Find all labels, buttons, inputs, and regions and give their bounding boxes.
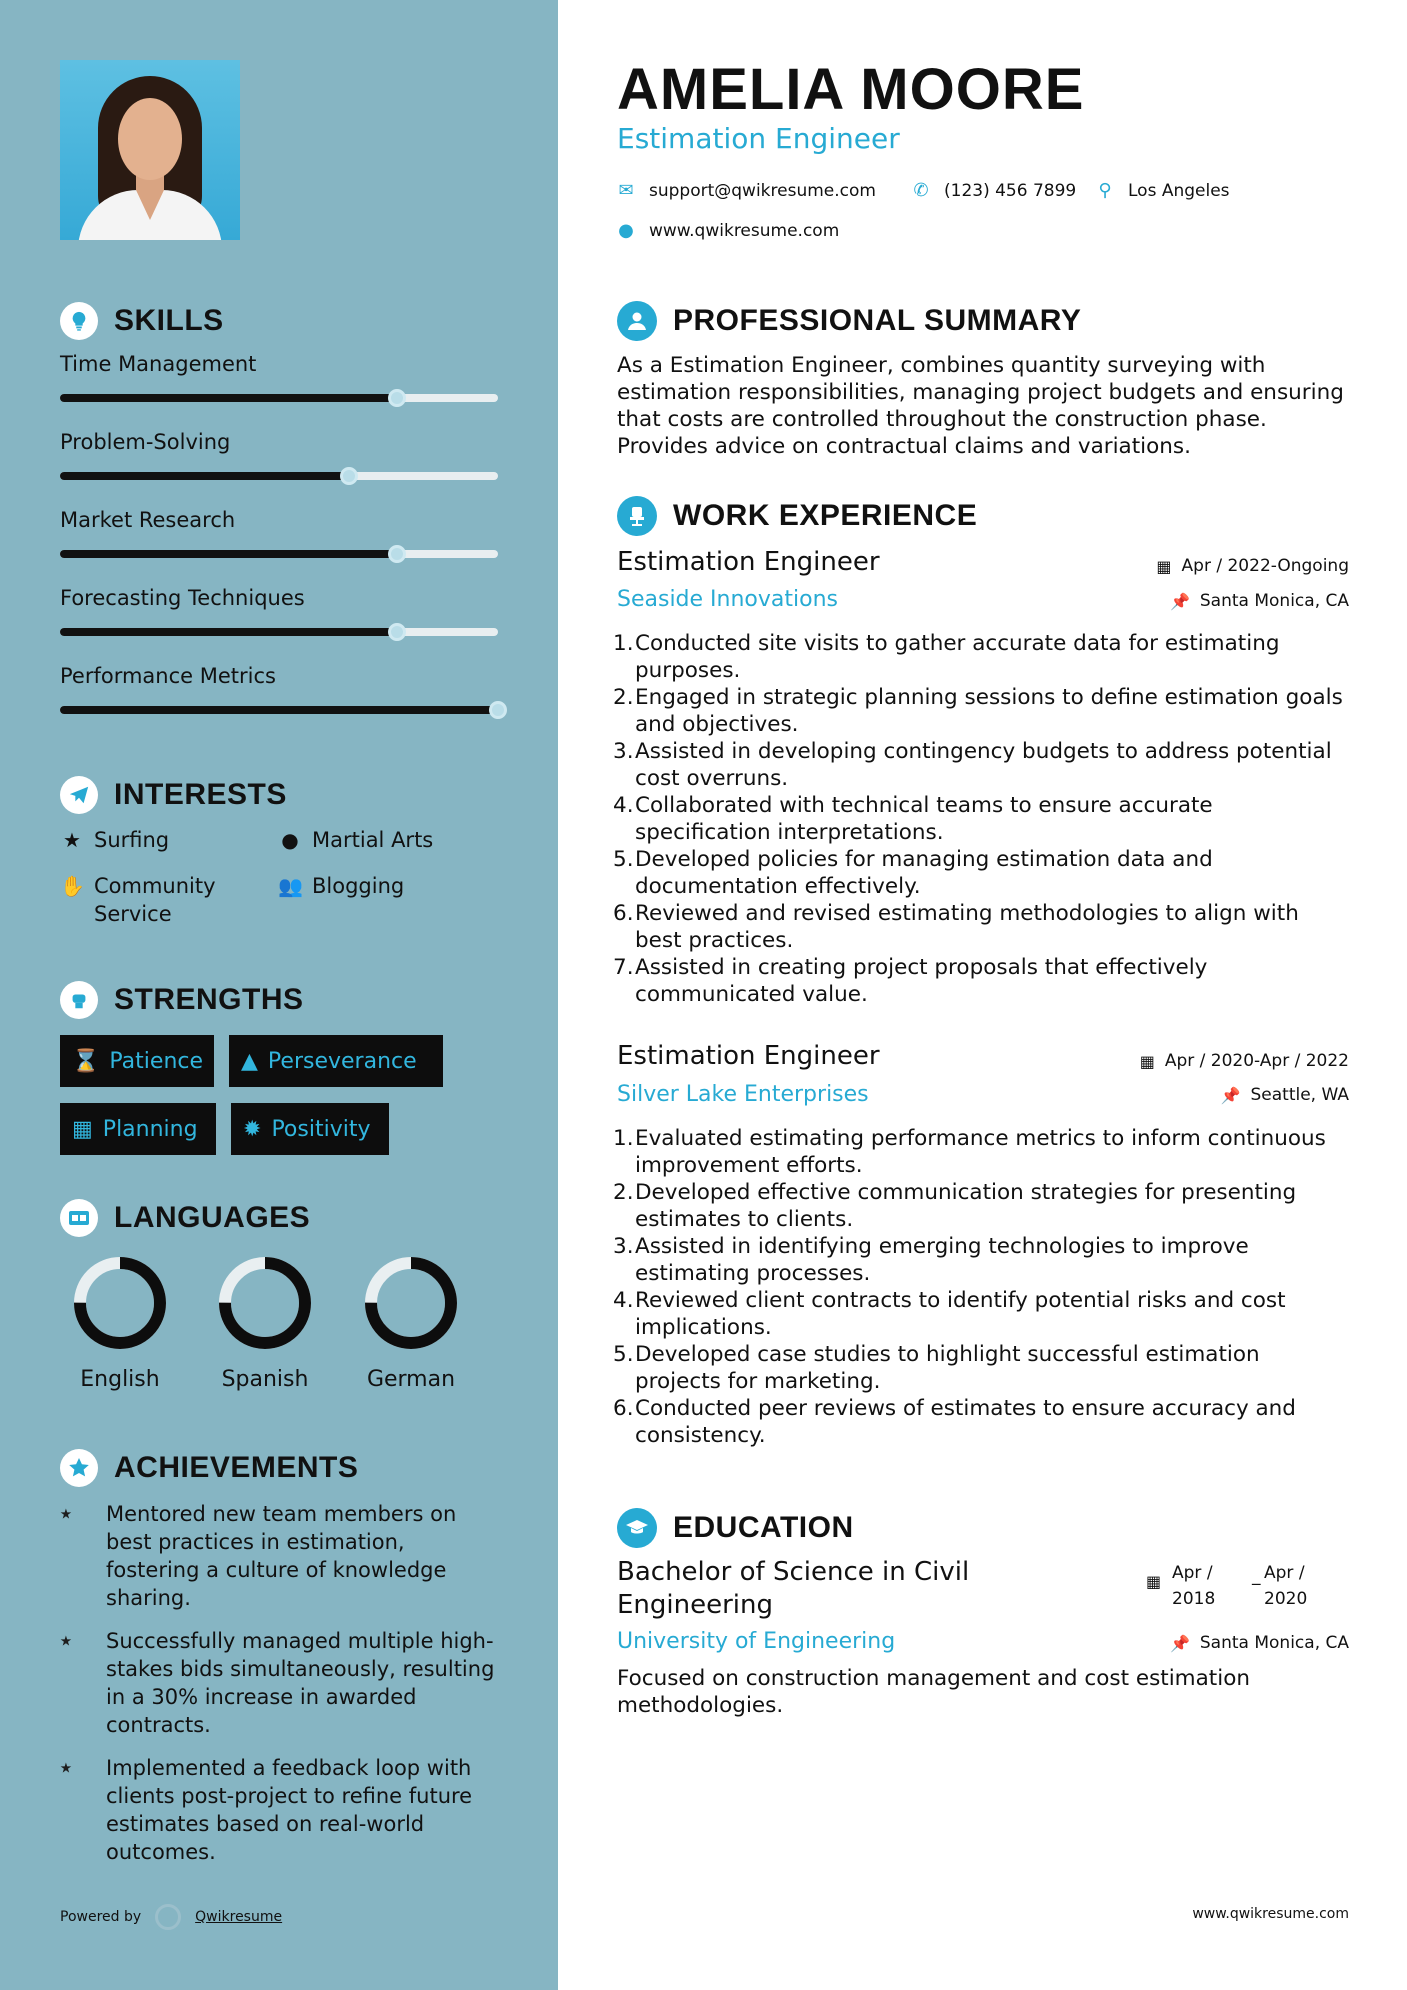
candidate-role: Estimation Engineer [617, 122, 900, 155]
trophy-star-icon: ⭑ [60, 1501, 72, 1526]
job-title: Estimation Engineer [617, 547, 880, 577]
job-location [1170, 591, 1349, 611]
summary-title: PROFESSIONAL SUMMARY [673, 304, 1082, 337]
interest-label: Surfing [94, 828, 170, 852]
summary-text: As a Estimation Engineer, combines quantity surveying with estimation responsibilities, managing project budgets and ensuring that costs are controlled throughout the construction phase. Provides advice on contractual claims and variations. [617, 353, 1344, 459]
company-name: Silver Lake Enterprises [617, 1082, 869, 1107]
job-dates-text: Apr / 2020-Apr / 2022 [1164, 1051, 1349, 1071]
edu-start: Apr / 2018 [1172, 1563, 1216, 1609]
interest-label: Blogging [312, 874, 405, 898]
footer-url[interactable]: www.qwikresume.com [1192, 1906, 1349, 1922]
website-text: www.qwikresume.com [649, 220, 840, 241]
achievement-text: Successfully managed multiple high-stakes bids simultaneously, resulting in a 30% increase in awarded contracts. [106, 1629, 495, 1737]
skill-bar-knob [340, 467, 358, 485]
duty-item: Conducted peer reviews of estimates to ensure accuracy and consistency. [635, 1396, 1296, 1448]
skills-heading [60, 302, 224, 340]
skill-item [60, 586, 500, 610]
skill-label: Forecasting Techniques [60, 586, 305, 610]
skill-bar-knob [388, 623, 406, 641]
globe-icon: ● [281, 828, 299, 852]
language-label: Spanish [221, 1367, 309, 1392]
qwikresume-logo-icon [155, 1904, 181, 1930]
duty-item: Conducted site visits to gather accurate data for estimating purposes. [635, 631, 1280, 683]
strengths-title: STRENGTHS [114, 983, 304, 1016]
language-card-icon [60, 1199, 98, 1237]
skill-label: Performance Metrics [60, 664, 276, 688]
strength-label: Patience [109, 1048, 204, 1074]
interest-item [278, 826, 433, 854]
contact-phone[interactable] [912, 180, 1076, 201]
duty-item: Engaged in strategic planning sessions to define estimation goals and objectives. [635, 685, 1343, 737]
sidebar [0, 0, 558, 1990]
edu-dash: _ [1252, 1566, 1261, 1586]
skill-bar [60, 628, 498, 636]
email-text: support@qwikresume.com [649, 180, 876, 201]
trophy-star-icon: ⭑ [60, 1755, 72, 1780]
duty-item: Evaluated estimating performance metrics to inform continuous improvement efforts. [635, 1126, 1326, 1178]
interest-item [60, 872, 250, 928]
education-title: EDUCATION [673, 1511, 854, 1544]
interests-title: INTERESTS [114, 778, 287, 811]
duty-item: Assisted in identifying emerging technologies to improve estimating processes. [635, 1234, 1249, 1286]
achievements-heading [60, 1449, 358, 1487]
job-location-text: Seattle, WA [1250, 1085, 1349, 1105]
phone-text: (123) 456 7899 [944, 180, 1077, 201]
candidate-name: AMELIA MOORE [617, 57, 1085, 122]
skill-bar-fill [60, 628, 397, 636]
powered-by-label: Powered by [60, 1909, 142, 1925]
contact-location [1096, 180, 1230, 201]
skill-bar [60, 472, 498, 480]
skill-item [60, 508, 500, 532]
lightbulb-icon [60, 302, 98, 340]
skill-item [60, 352, 500, 376]
language-ring [363, 1255, 459, 1351]
strength-tag [229, 1035, 443, 1087]
achievements-title: ACHIEVEMENTS [114, 1451, 359, 1484]
duty-item: Assisted in developing contingency budgets to address potential cost overruns. [635, 739, 1332, 791]
skill-bar [60, 706, 498, 714]
fist-icon [60, 981, 98, 1019]
skill-label: Time Management [60, 352, 257, 376]
experience-heading [617, 496, 977, 536]
skill-label: Market Research [60, 508, 236, 532]
strength-label: Planning [102, 1116, 198, 1142]
job-location-text: Santa Monica, CA [1199, 591, 1349, 611]
user-icon [617, 301, 657, 341]
interest-label: Martial Arts [312, 828, 434, 852]
strength-label: Perseverance [267, 1048, 417, 1074]
strength-tag [60, 1035, 214, 1087]
duties-list [617, 1125, 1347, 1449]
edu-location [1170, 1633, 1349, 1653]
duty-item: Developed policies for managing estimation data and documentation effectively. [635, 847, 1213, 899]
graduation-icon [617, 1508, 657, 1548]
duty-item: Reviewed and revised estimating methodologies to align with best practices. [635, 901, 1299, 953]
hourglass-icon: ⌛ [72, 1048, 100, 1074]
interests-heading [60, 776, 287, 814]
contact-website[interactable] [617, 220, 839, 241]
skill-bar [60, 394, 498, 402]
summary-heading [617, 301, 1081, 341]
interest-label: Community Service [94, 874, 216, 926]
skill-bar [60, 550, 498, 558]
strength-tag [60, 1103, 216, 1155]
duty-item: Reviewed client contracts to identify potential risks and cost implications. [635, 1288, 1286, 1340]
language-item [346, 1255, 476, 1392]
strength-tag [231, 1103, 389, 1155]
achievement-text: Implemented a feedback loop with clients post-project to refine future estimates based on real-world outcomes. [106, 1756, 473, 1864]
skill-bar-fill [60, 394, 397, 402]
languages-heading [60, 1199, 310, 1237]
calendar-icon: ▦ [1146, 1572, 1162, 1591]
education-heading [617, 1508, 854, 1548]
duty-item: Collaborated with technical teams to ensure accurate specification interpretations. [635, 793, 1213, 845]
calendar-icon: ▦ [1139, 1051, 1155, 1071]
skill-item [60, 664, 500, 688]
skill-item [60, 430, 500, 454]
language-label: German [366, 1367, 456, 1392]
achievement-text: Mentored new team members on best practices in estimation, fostering a culture of knowledge sharing. [106, 1502, 457, 1610]
pushpin-icon: 📌 [1169, 1633, 1190, 1653]
duty-item: Developed effective communication strategies for presenting estimates to clients. [635, 1180, 1297, 1232]
skill-bar-fill [60, 706, 498, 714]
job-dates-text: Apr / 2022-Ongoing [1181, 556, 1349, 576]
star-icon: ★ [63, 828, 81, 852]
brand-link[interactable]: Qwikresume [195, 1909, 283, 1925]
pushpin-icon: 📌 [1220, 1085, 1241, 1105]
strength-label: Positivity [271, 1116, 371, 1142]
office-chair-icon [617, 496, 657, 536]
achievement-item [60, 1754, 500, 1866]
experience-title: WORK EXPERIENCE [673, 499, 978, 532]
achievement-item [60, 1500, 500, 1612]
achievement-item [60, 1627, 500, 1739]
paper-plane-icon [60, 776, 98, 814]
pushpin-icon: 📌 [1169, 591, 1190, 611]
location-text: Los Angeles [1128, 180, 1230, 201]
job-dates [1140, 1051, 1349, 1071]
duties-list [617, 630, 1347, 1008]
powered-by [60, 1904, 282, 1930]
job-title: Estimation Engineer [617, 1041, 880, 1071]
envelope-icon: ✉ [618, 180, 634, 201]
interest-item [60, 826, 169, 854]
language-ring [217, 1255, 313, 1351]
skill-bar-knob [388, 545, 406, 563]
duty-item: Assisted in creating project proposals that effectively communicated value. [635, 955, 1208, 1007]
edu-end: Apr / 2020 [1264, 1563, 1308, 1609]
strengths-heading [60, 981, 304, 1019]
hand-icon: ✋ [60, 874, 85, 898]
language-ring [72, 1255, 168, 1351]
sun-icon: ✹ [243, 1116, 262, 1142]
road-icon: ▲ [241, 1048, 258, 1074]
languages-title: LANGUAGES [114, 1201, 311, 1234]
contact-email[interactable] [617, 180, 876, 201]
language-item [55, 1255, 185, 1392]
trophy-star-icon: ⭑ [60, 1628, 72, 1653]
edu-location-text: Santa Monica, CA [1199, 1633, 1349, 1653]
phone-icon: ✆ [913, 180, 929, 201]
company-name: Seaside Innovations [617, 587, 838, 612]
calendar-icon: ▦ [1156, 556, 1172, 576]
skill-bar-fill [60, 550, 397, 558]
language-label: English [80, 1367, 160, 1392]
users-icon: 👥 [278, 874, 303, 898]
duty-item: Developed case studies to highlight successful estimation projects for marketing. [635, 1342, 1260, 1394]
job-dates [1156, 556, 1349, 576]
language-item [200, 1255, 330, 1392]
calendar-icon: ▦ [72, 1116, 93, 1142]
interest-item [278, 872, 404, 900]
job-location [1221, 1085, 1349, 1105]
school-name: University of Engineering [617, 1629, 896, 1654]
skill-bar-fill [60, 472, 349, 480]
globe-icon: ● [618, 220, 634, 241]
skill-bar-knob [388, 389, 406, 407]
skill-label: Problem-Solving [60, 430, 231, 454]
map-pin-icon: ⚲ [1098, 180, 1112, 201]
edu-dates [1146, 1560, 1346, 1610]
degree-title: Bachelor of Science in Civil Engineering [617, 1557, 970, 1620]
education-description: Focused on construction management and cost estimation methodologies. [617, 1666, 1250, 1718]
profile-photo [60, 60, 240, 240]
skills-title: SKILLS [114, 304, 224, 337]
skill-bar-knob [489, 701, 507, 719]
star-badge-icon [60, 1449, 98, 1487]
